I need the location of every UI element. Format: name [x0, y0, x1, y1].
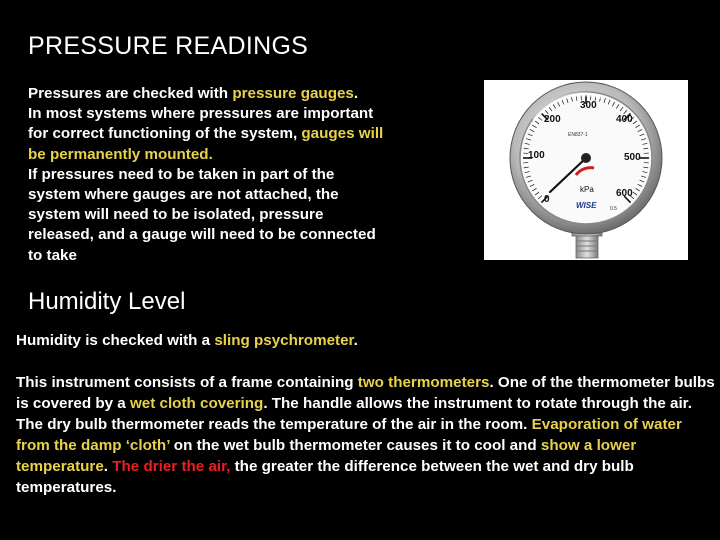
highlight-pressure-gauges: pressure gauges — [232, 85, 354, 102]
gauge-scale-label: 300 — [580, 100, 597, 111]
pressure-paragraph — [28, 84, 388, 266]
highlight-lower-temperature: show a lower temperature — [16, 437, 637, 475]
gauge-brand: WISE — [576, 201, 597, 210]
gauge-unit: kPa — [580, 185, 594, 194]
text-span: . One of the thermometer bulbs is covered by a — [16, 374, 715, 412]
text-span: on the wet bulb thermometer causes it to cool and — [169, 437, 541, 454]
highlight-wet-cloth: wet cloth covering — [129, 395, 264, 412]
highlight-evaporation: Evaporation of water from the damp ‘cloth’ — [16, 416, 682, 454]
text-span: The dry bulb thermometer reads the temperature of the air in the room. — [16, 416, 532, 433]
humidity-heading: Humidity Level — [28, 288, 186, 315]
text-span: If pressures need to be taken in part of the system where gauges are not attached, the system will need to be isolated, pressure released, and a gauge will need to be connected to take — [28, 165, 376, 264]
page-title: PRESSURE READINGS — [28, 32, 309, 60]
gauge-scale-label: 500 — [624, 152, 641, 163]
text-span: . — [353, 332, 358, 349]
gauge-class: 0.5 — [610, 206, 617, 212]
gauge-scale-label: 0 — [544, 194, 550, 205]
text-span: In most systems where pressures are important for correct functioning of the system, — [28, 105, 374, 143]
text-span: Pressures are checked with — [28, 85, 233, 102]
humidity-paragraph — [16, 330, 716, 498]
gauge-scale-label: 600 — [616, 188, 633, 199]
gauge-scale-label: 400 — [616, 114, 633, 125]
highlight-drier-air: The drier the air, — [112, 458, 231, 475]
text-span: Humidity is checked with a — [16, 332, 215, 349]
highlight-permanently-mounted: gauges will be permanently mounted. — [28, 125, 384, 163]
gauge-scale-label: 100 — [528, 150, 545, 161]
gauge-code: EN837-1 — [568, 132, 588, 138]
text-span: This instrument consists of a frame containing — [16, 374, 358, 391]
gauge-scale-label: 200 — [544, 114, 561, 125]
text-span: the greater the difference between the wet and dry bulb temperatures. — [16, 458, 634, 496]
text-span: . — [353, 85, 359, 102]
text-span: . — [103, 458, 113, 475]
highlight-sling-psychrometer: sling psychrometer — [214, 332, 354, 349]
text-span: . The handle allows the instrument to rotate through the air. — [263, 395, 692, 412]
highlight-two-thermometers: two thermometers — [357, 374, 490, 391]
pressure-gauge-image — [484, 80, 688, 260]
